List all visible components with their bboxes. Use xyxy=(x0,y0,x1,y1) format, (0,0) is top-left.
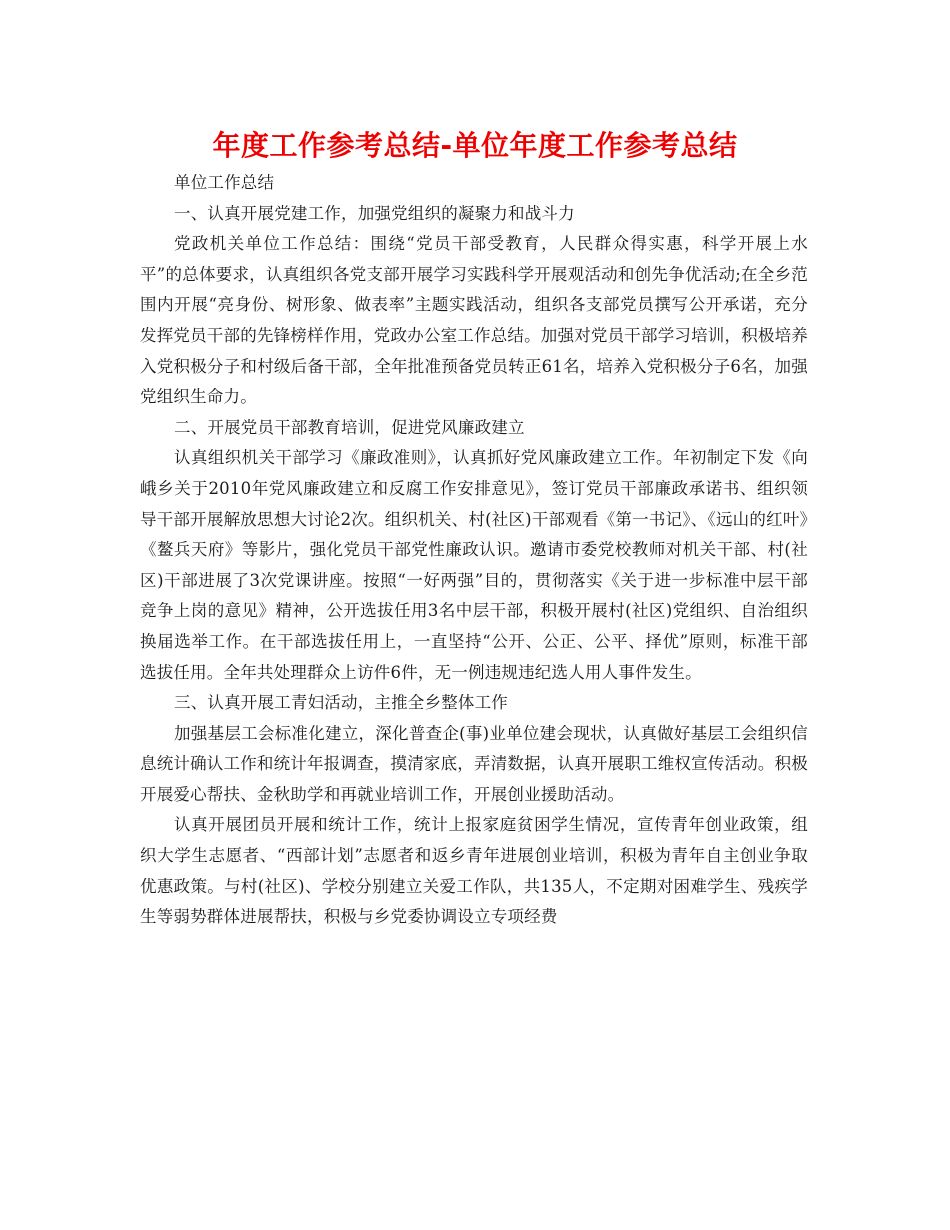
section-heading-3: 三、认真开展工青妇活动，主推全乡整体工作 xyxy=(174,693,508,713)
body-paragraph: 认真开展团员开展和统计工作，统计上报家庭贫困学生情况，宣传青年创业政策，组织大学生志愿者、“西部计划”志愿者和返乡青年进展创业培训，积极为青年自主创业争取优惠政策。与村(社区)、学校分别建立关爱工作队，共135人，不定期对困难学生、残疾学生等弱势群体进展帮扶，积极与乡党委协调设立专项经费 xyxy=(140,815,808,927)
document-body xyxy=(140,168,808,933)
section-subtitle: 单位工作总结 xyxy=(174,173,275,192)
body-paragraph: 加强基层工会标准化建立，深化普查企(事)业单位建会现状，认真做好基层工会组织信息统计确认工作和统计年报调查，摸清家底，弄清数据，认真开展职工维权宣传活动。积极开展爱心帮扶、金秋助学和再就业培训工作，开展创业援助活动。 xyxy=(140,723,808,804)
body-paragraph: 认真组织机关干部学习《廉政准则》，认真抓好党风廉政建立工作。年初制定下发《向峨乡关于2010年党风廉政建立和反腐工作安排意见》，签订党员干部廉政承诺书、组织领导干部开展解放思想大讨论2次。组织机关、村(社区)干部观看《第一书记》、《远山的红叶》《鳌兵天府》等影片，强化党员干部党性廉政认识。邀请市委党校教师对机关干部、村(社区)干部进展了3次党课讲座。按照“一好两强”目的，贯彻落实《关于进一步标准中层干部竞争上岗的意见》精神，公开选拔任用3名中层干部，积极开展村(社区)党组织、自治组织换届选举工作。在干部选拔任用上，一直坚持“公开、公正、公平、择优”原则，标准干部选拔任用。全年共处理群众上访件6件，无一例违规违纪选人用人事件发生。 xyxy=(140,448,808,682)
document-title: 年度工作参考总结-单位年度工作参考总结 xyxy=(212,129,738,162)
section-heading-1: 一、认真开展党建工作，加强党组织的凝聚力和战斗力 xyxy=(174,203,575,223)
section-heading-2: 二、开展党员干部教育培训，促进党风廉政建立 xyxy=(174,417,525,437)
body-paragraph: 党政机关单位工作总结：围绕“党员干部受教育，人民群众得实惠，科学开展上水平”的总体要求，认真组织各党支部开展学习实践科学开展观活动和创先争优活动;在全乡范围内开展“亮身份、树形象、做表率”主题实践活动，组织各支部党员撰写公开承诺，充分发挥党员干部的先锋榜样作用，党政办公室工作总结。加强对党员干部学习培训，积极培养入党积极分子和村级后备干部，全年批准预备党员转正61名，培养入党积极分子6名，加强党组织生命力。 xyxy=(140,234,808,407)
